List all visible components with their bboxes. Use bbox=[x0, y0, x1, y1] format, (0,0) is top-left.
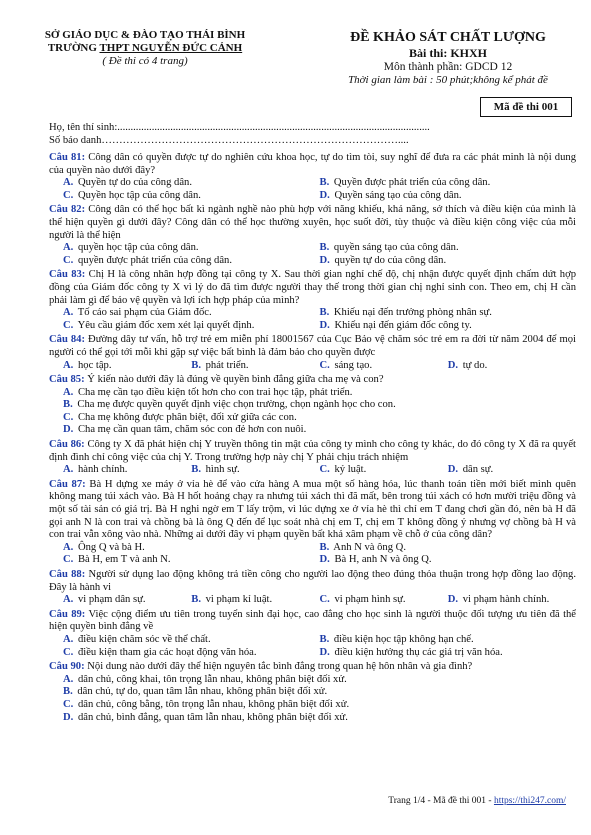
school-name: THPT NGUYỄN ĐỨC CẢNH bbox=[99, 42, 243, 54]
option-label: A. bbox=[63, 464, 74, 476]
answer-options bbox=[49, 464, 576, 477]
option-text: dân chủ, công bằng, tôn trọng lẫn nhau, không phân biệt đối xử. bbox=[77, 698, 350, 710]
option-text: hình sự. bbox=[205, 464, 240, 476]
school-header bbox=[30, 29, 260, 68]
answer-option[interactable] bbox=[63, 177, 320, 190]
pages-note: ( Đề thi có 4 trang) bbox=[102, 55, 188, 67]
answer-option[interactable] bbox=[63, 399, 576, 412]
answer-option[interactable] bbox=[320, 647, 577, 660]
department-name: SỞ GIÁO DỤC & ĐÀO TẠO THÁI BÌNH bbox=[44, 29, 246, 41]
question-list bbox=[49, 152, 576, 726]
option-label: D. bbox=[319, 189, 330, 201]
option-label: B. bbox=[63, 399, 73, 411]
question-number: Câu 83: bbox=[49, 269, 86, 281]
option-label: C. bbox=[63, 189, 74, 201]
option-label: B. bbox=[63, 686, 73, 698]
option-label: C. bbox=[63, 554, 74, 566]
question-number: Câu 90: bbox=[49, 661, 85, 673]
answer-option[interactable] bbox=[191, 594, 319, 607]
student-info bbox=[49, 122, 569, 147]
answer-option[interactable] bbox=[63, 242, 320, 255]
option-text: hành chính. bbox=[77, 464, 128, 476]
option-text: dân chủ, bình đẳng, quan tâm lẫn nhau, không phân biệt đối xử. bbox=[77, 711, 348, 723]
option-label: D. bbox=[447, 594, 459, 606]
question-number: Câu 81: bbox=[49, 152, 86, 163]
question-text bbox=[49, 334, 576, 359]
answer-option[interactable] bbox=[320, 594, 448, 607]
option-text: điều kiện học tập không hạn chế. bbox=[333, 633, 474, 645]
option-text: Quyền tự do của công dân. bbox=[77, 177, 192, 189]
option-text: kỷ luật. bbox=[334, 464, 367, 476]
option-label: A. bbox=[63, 359, 74, 371]
question-body: Chị H là công nhân hợp đồng tại công ty X. Sau thời gian nghỉ chế độ, chị nhận được quyết định chấm dứt hợp đồng của Giám đốc công ty X vì lý do đã tìm được người thay thế trong thời gian chị nghỉ sinh con. Theo em, chị H cần phải làm gì để bảo vệ quyền và lợi ích hợp pháp của mình? bbox=[49, 269, 577, 306]
answer-options bbox=[49, 542, 576, 567]
answer-option[interactable] bbox=[448, 464, 576, 477]
option-text: Cha mẹ được quyền quyết định việc chọn trường, chọn ngành học cho con. bbox=[77, 399, 396, 411]
answer-option[interactable] bbox=[320, 242, 577, 255]
option-label: A. bbox=[63, 177, 74, 189]
answer-option[interactable] bbox=[320, 554, 577, 567]
answer-option[interactable] bbox=[63, 542, 320, 555]
option-label: A. bbox=[63, 242, 74, 254]
option-label: A. bbox=[63, 673, 74, 685]
question-item bbox=[49, 609, 576, 659]
option-label: B. bbox=[191, 464, 201, 476]
option-text: Cha mẹ cần tạo điều kiện tốt hơn cho con trai học tập, phát triển. bbox=[77, 386, 353, 398]
answer-option[interactable] bbox=[63, 190, 320, 203]
option-label: B. bbox=[319, 242, 330, 254]
answer-options bbox=[49, 594, 576, 607]
option-text: sáng tạo. bbox=[334, 359, 373, 371]
answer-options bbox=[49, 177, 576, 202]
option-text: quyền học tập của công dân. bbox=[77, 242, 199, 254]
question-text bbox=[49, 661, 576, 674]
option-text: dân chủ, công khai, tôn trọng lẫn nhau, không phân biệt đối xử. bbox=[77, 673, 347, 685]
answer-option[interactable] bbox=[63, 387, 576, 400]
option-label: B. bbox=[319, 307, 330, 319]
question-number: Câu 89: bbox=[49, 608, 86, 620]
option-text: Cha mẹ không được phân biệt, đối xử giữa các con. bbox=[77, 411, 297, 423]
option-label: D. bbox=[319, 319, 330, 331]
exam-header bbox=[318, 30, 578, 87]
question-item bbox=[49, 439, 576, 477]
option-label: A. bbox=[63, 594, 74, 606]
answer-option[interactable] bbox=[63, 699, 576, 712]
option-label: A. bbox=[63, 633, 74, 645]
option-label: C. bbox=[63, 411, 74, 423]
exam-subject: Bài thi: KHXH bbox=[408, 46, 487, 60]
option-text: vi phạm hình sự. bbox=[334, 594, 406, 606]
question-body: Công ty X đã phát hiện chị Y truyền thông tin mật của công ty mình cho công ty khác, do đó công ty X đã ra quyết định đình chỉ công việc của chị Y. Trong trường hợp này chị Y phải chịu trách nhiệm bbox=[49, 439, 576, 463]
answer-options bbox=[49, 634, 576, 659]
option-label: C. bbox=[63, 646, 74, 658]
question-text bbox=[49, 439, 576, 464]
option-label: D. bbox=[447, 464, 459, 476]
question-body: Bà H dựng xe máy ở vỉa hè để vào cửa hàng A mua một số hàng hóa, lúc thanh toán tiền mới biết mình quên không mang túi xách vào. Bà H hốt hoảng chạy ra nhưng túi xách thì đã mất, bên trong túi xách có hơn mười triệu đồng và một số tài sản có giá trị. Bà H nghi ngờ em T lấy trộm, vì lúc dựng xe ở vỉa hè thì chỉ em T đang chơi gần đó, nên bà H đã gọi anh N là con trai và chồng bà là ông Q đến để lục soát nhà chị em T, chị em T không đồng ý nhưng vợ chồng bà H và con trai vẫn xông vào nhà. Những ai dưới đây vi phạm quyền bất khả xâm phạm về chỗ ở của công dân? bbox=[49, 478, 576, 541]
option-label: A. bbox=[63, 386, 74, 398]
answer-option[interactable] bbox=[63, 634, 320, 647]
question-text bbox=[49, 479, 576, 542]
answer-option[interactable] bbox=[191, 360, 319, 373]
answer-option[interactable] bbox=[320, 320, 577, 333]
option-text: tự do. bbox=[462, 359, 488, 371]
option-label: C. bbox=[319, 359, 330, 371]
option-text: vi phạm dân sự. bbox=[77, 594, 146, 606]
answer-option[interactable] bbox=[63, 647, 320, 660]
question-item bbox=[49, 152, 576, 202]
answer-options bbox=[49, 360, 576, 373]
answer-option[interactable] bbox=[63, 712, 576, 725]
option-text: điều kiện hưởng thụ các giá trị văn hóa. bbox=[334, 646, 503, 658]
option-text: Khiếu nại đến giám đốc công ty. bbox=[334, 319, 472, 331]
answer-option[interactable] bbox=[320, 307, 577, 320]
option-text: vi phạm kỉ luật. bbox=[205, 594, 273, 606]
answer-option[interactable] bbox=[320, 542, 577, 555]
option-text: quyền tự do của công dân. bbox=[334, 254, 447, 266]
question-body: Công dân có quyền được tự do nghiên cứu khoa học, tự do tìm tòi, suy nghĩ để đưa ra các phát minh là nội dung của quyền nào dưới đây? bbox=[49, 152, 576, 176]
question-number: Câu 88: bbox=[49, 569, 86, 580]
answer-option[interactable] bbox=[320, 255, 577, 268]
student-id-line: Số báo danh………………………………………………………………………….... bbox=[49, 134, 409, 146]
question-item bbox=[49, 479, 576, 567]
answer-options bbox=[49, 242, 576, 267]
option-text: Bà H, em T và anh N. bbox=[77, 554, 171, 566]
option-text: Quyền sáng tạo của công dân. bbox=[334, 189, 462, 201]
answer-option[interactable] bbox=[63, 255, 320, 268]
question-body: Nội dung nào dưới đây thể hiện nguyên tắc bình đẳng trong quan hệ hôn nhân và gia đình? bbox=[87, 661, 473, 673]
exam-duration: Thời gian làm bài : 50 phút;không kể phát đề bbox=[348, 74, 548, 86]
option-label: D. bbox=[63, 424, 74, 436]
question-item bbox=[49, 334, 576, 372]
option-text: quyền được phát triển của công dân. bbox=[77, 254, 232, 266]
option-text: Yêu cầu giám đốc xem xét lại quyết định. bbox=[77, 319, 255, 331]
answer-option[interactable] bbox=[63, 424, 576, 437]
option-text: điều kiện chăm sóc về thể chất. bbox=[77, 633, 211, 645]
option-label: D. bbox=[63, 711, 74, 723]
option-text: Tố cáo sai phạm của Giám đốc. bbox=[77, 307, 212, 319]
question-text bbox=[49, 374, 576, 387]
answer-option[interactable] bbox=[63, 674, 576, 687]
option-label: C. bbox=[63, 698, 74, 710]
option-label: C. bbox=[63, 254, 74, 266]
question-text bbox=[49, 269, 576, 307]
question-number: Câu 85: bbox=[49, 374, 85, 386]
question-body: Công dân có thể học bất kì ngành nghề nào phù hợp với năng khiếu, khả năng, sở thích và điều kiện của mình là thể hiện quyền gì dưới đây? Công dân có thể học thường xuyên, học suốt đời, tùy thuộc và điều kiện công việc của mỗi người là thể hiện bbox=[49, 204, 576, 241]
answer-option[interactable] bbox=[63, 464, 191, 477]
option-text: điều kiện tham gia các hoạt động văn hóa. bbox=[77, 646, 257, 658]
answer-option[interactable] bbox=[63, 554, 320, 567]
question-number: Câu 82: bbox=[49, 204, 86, 216]
footer-link[interactable]: https://thi247.com/ bbox=[493, 796, 566, 806]
option-label: B. bbox=[191, 594, 201, 606]
option-text: Ông Q và bà H. bbox=[77, 541, 145, 553]
option-text: Quyền được phát triển của công dân. bbox=[333, 177, 491, 189]
question-body: Việc cộng điểm ưu tiên trong tuyển sinh đại học, cao đẳng cho học sinh là người thuộc đối tượng ưu tiên đã thể hiện quyền bình đẳng về bbox=[49, 608, 577, 633]
option-label: D. bbox=[319, 254, 330, 266]
option-text: vi phạm hành chính. bbox=[462, 594, 550, 606]
option-label: D. bbox=[319, 646, 330, 658]
exam-title: ĐỀ KHẢO SÁT CHẤT LƯỢNG bbox=[350, 30, 546, 45]
option-label: B. bbox=[319, 541, 330, 553]
option-text: học tập. bbox=[77, 359, 112, 371]
option-label: B. bbox=[319, 177, 330, 189]
question-item bbox=[49, 204, 576, 267]
question-body: Đường dây tư vấn, hỗ trợ trẻ em miễn phí 18001567 của Cục Bảo vệ chăm sóc trẻ em ra đời từ năm 2004 để mọi người có thể gọi tới mỗi khi gặp sự việc bất bình là đảm bảo cho quyền được bbox=[49, 334, 576, 358]
option-text: Cha mẹ cần quan tâm, chăm sóc con đẻ hơn con nuôi. bbox=[77, 424, 307, 436]
school-prefix: TRƯỜNG bbox=[47, 42, 100, 54]
option-label: C. bbox=[319, 464, 330, 476]
option-text: Bà H, anh N và ông Q. bbox=[334, 554, 432, 566]
question-number: Câu 87: bbox=[49, 478, 86, 490]
option-label: A. bbox=[63, 307, 74, 319]
option-label: C. bbox=[63, 319, 74, 331]
option-label: C. bbox=[319, 594, 330, 606]
answer-option[interactable] bbox=[320, 177, 577, 190]
answer-options bbox=[49, 387, 576, 437]
option-text: quyền sáng tạo của công dân. bbox=[333, 242, 459, 254]
answer-options bbox=[49, 674, 576, 724]
answer-option[interactable] bbox=[448, 360, 576, 373]
option-text: Khiếu nại đến trưởng phòng nhân sự. bbox=[333, 307, 492, 319]
answer-option[interactable] bbox=[63, 594, 191, 607]
option-text: dân sự. bbox=[462, 464, 494, 476]
page-footer bbox=[0, 796, 566, 806]
option-label: D. bbox=[319, 554, 330, 566]
question-text bbox=[49, 204, 576, 242]
question-item bbox=[49, 569, 576, 607]
question-item bbox=[49, 661, 576, 724]
option-label: A. bbox=[63, 541, 74, 553]
answer-option[interactable] bbox=[63, 320, 320, 333]
answer-option[interactable] bbox=[63, 686, 576, 699]
option-label: B. bbox=[319, 633, 330, 645]
answer-option[interactable] bbox=[191, 464, 319, 477]
answer-option[interactable] bbox=[63, 360, 191, 373]
answer-option[interactable] bbox=[63, 307, 320, 320]
question-item bbox=[49, 374, 576, 437]
question-text bbox=[49, 609, 576, 634]
question-body: Người sử dụng lao động không trả tiền công cho người lao động theo đúng thỏa thuận trong hợp đồng lao động. Đây là hành vi bbox=[49, 569, 576, 593]
question-text bbox=[49, 152, 576, 177]
question-number: Câu 84: bbox=[49, 334, 85, 346]
answer-option[interactable] bbox=[320, 360, 448, 373]
option-label: D. bbox=[447, 359, 459, 371]
question-body: Ý kiến nào dưới đây là đúng về quyền bình đẳng giữa cha mẹ và con? bbox=[87, 374, 384, 386]
school-name-line bbox=[30, 42, 260, 55]
question-number: Câu 86: bbox=[49, 439, 85, 451]
option-text: Anh N và ông Q. bbox=[333, 541, 406, 553]
answer-option[interactable] bbox=[320, 464, 448, 477]
student-name-line: Họ, tên thí sinh:...................................................................................................................... bbox=[49, 122, 430, 133]
answer-option[interactable] bbox=[320, 190, 577, 203]
question-text bbox=[49, 569, 576, 594]
footer-page-text: Trang 1/4 - Mã đề thi 001 - bbox=[388, 796, 494, 806]
exam-component: Môn thành phần: GDCD 12 bbox=[383, 61, 513, 73]
exam-code-box: Mã đề thi 001 bbox=[480, 97, 572, 117]
answer-option[interactable] bbox=[448, 594, 576, 607]
option-text: Quyền học tập của công dân. bbox=[77, 189, 201, 201]
answer-options bbox=[49, 307, 576, 332]
question-item bbox=[49, 269, 576, 332]
option-text: dân chủ, tự do, quan tâm lẫn nhau, không phân biệt đối xử. bbox=[77, 686, 328, 698]
option-text: phát triển. bbox=[205, 359, 249, 371]
answer-option[interactable] bbox=[320, 634, 577, 647]
answer-option[interactable] bbox=[63, 412, 576, 425]
option-label: B. bbox=[191, 359, 201, 371]
